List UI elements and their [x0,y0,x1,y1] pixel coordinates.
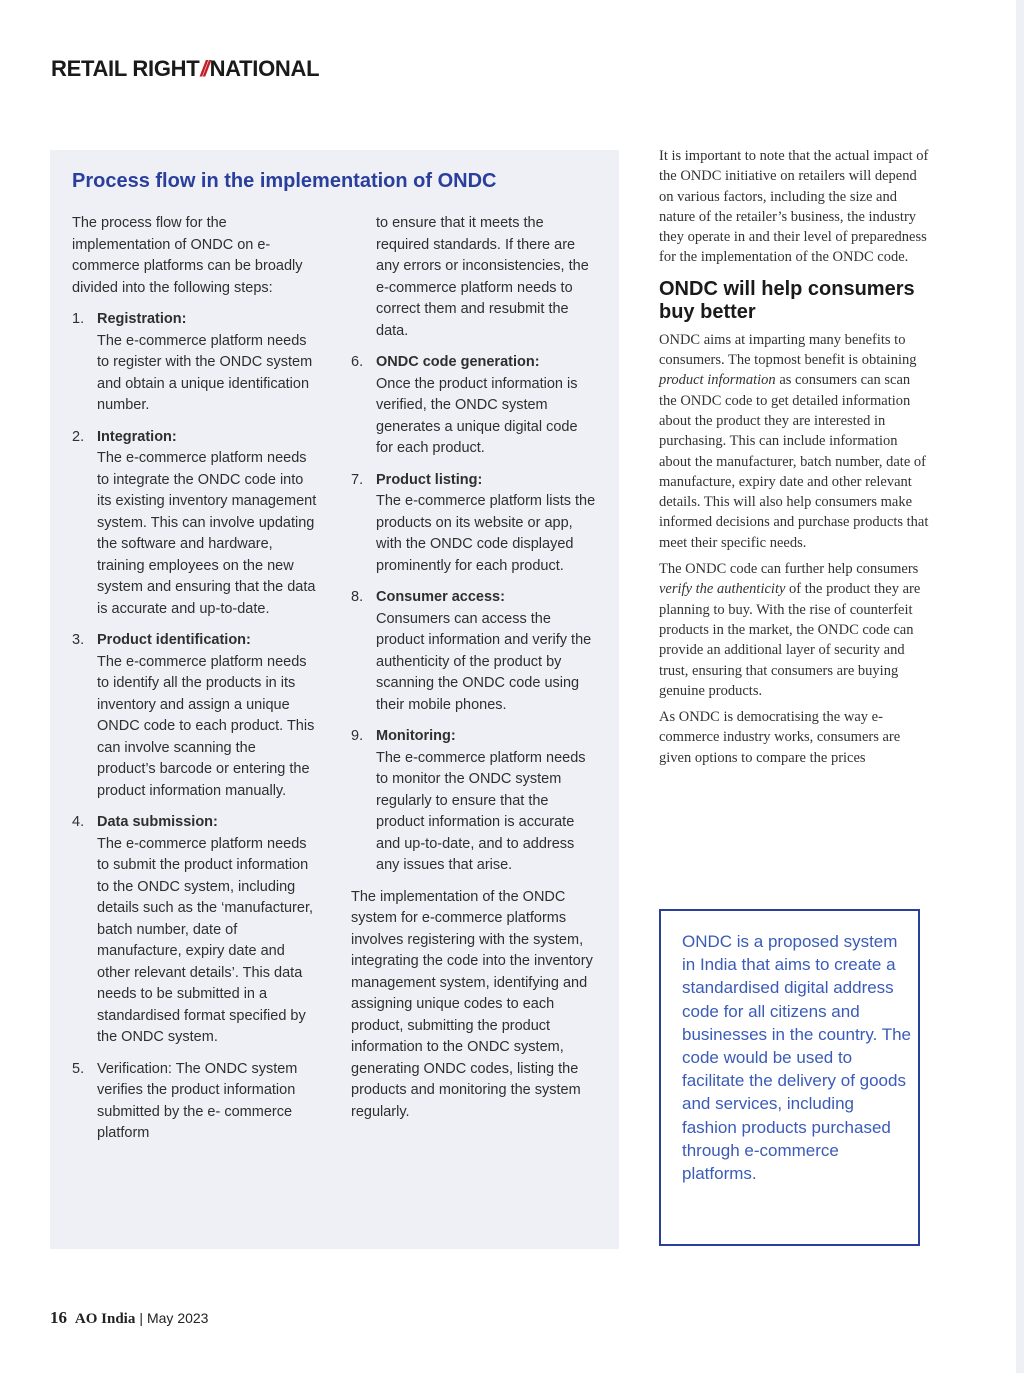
article-column [659,146,931,774]
paragraph-3-emphasis: verify the authenticity [659,581,786,598]
step-title: Product identification: [97,632,251,648]
step-body: The e-commerce platform needs to submit the product information to the ONDC system, including details such as the ‘manufacturer, batch number, date of manufacture, expiry date and other relevant details’. This data needs to be submitted in a standardised format specified by the ONDC system. [97,835,314,1045]
page-footer [50,1308,208,1328]
article-paragraph-2 [659,330,931,553]
step-title: ONDC code generation: [376,354,540,370]
box-title: Process flow in the implementation of ONDC [72,170,497,192]
step-body: The e-commerce platform needs to monitor the ONDC system regularly to ensure that the product information is accurate and up-to-date, and to address any issues that arise. [376,749,586,873]
step-item [351,470,596,578]
process-flow-box [50,150,619,1249]
page-edge-strip [1016,0,1024,1373]
step-title: Monitoring: [376,728,456,744]
steps-list-part-1 [72,309,317,1145]
box-column-left [72,213,317,1155]
footer-separator: | [139,1310,143,1326]
step-title: Registration: [97,311,187,327]
step-item [72,630,317,802]
step-5-continuation: to ensure that it meets the required standards. If there are any errors or inconsistencies, the e-commerce platform needs to correct them and resubmit the data. [376,215,589,339]
step-number: 7. [351,471,364,488]
step-title: Consumer access: [376,589,505,605]
article-subheading: ONDC will help consumers buy better [659,277,915,323]
issue-date: May 2023 [146,1310,209,1326]
step-body: Once the product information is verified, the ONDC system generates a unique digital code for each product. [376,375,578,456]
step-item [72,1059,317,1145]
paragraph-3-end: of the product they are planning to buy. With the rise of counterfeit products in the market, the ONDC code can provide an additional layer of security and trust, ensuring that consumers are buying genuine products. [659,581,921,699]
step-number: 5. [72,1060,85,1077]
step-item [72,812,317,1049]
step-item [351,352,596,460]
step-body: The e-commerce platform needs to integrate the ONDC code into its existing inventory management system. This can involve updating the software and hardware, training employees on the new system and ensuring that the data is accurate and up-to-date. [97,450,317,617]
header-left: RETAIL RIGHT [51,56,200,81]
step-item [72,309,317,417]
step-item [351,587,596,716]
article-paragraph-1: It is important to note that the actual impact of the ONDC initiative on retailers will depend on various factors, including the size and nature of the retailer’s business, the industry they operate in and their level of preparedness for the implementation of the ONDC code. [659,148,929,266]
callout-text: ONDC is a proposed system in India that aims to create a standardised digital address code for all citizens and businesses in the country. The code would be used to facilitate the delivery of goods and services, including fashion products purchased through e-commerce platforms. [682,932,912,1184]
article-paragraph-4: As ONDC is democratising the way e-commerce industry works, consumers are given options to compare the prices [659,709,901,766]
paragraph-2-emphasis: product information [659,372,776,389]
step-body: Verification: The ONDC system verifies the product information submitted by the e- commerce platform [97,1060,298,1141]
step-body: The e-commerce platform lists the products on its website or app, with the ONDC code displayed prominently for each product. [376,493,596,574]
step-number: 4. [72,814,85,830]
step-body: The e-commerce platform needs to register with the ONDC system and obtain a unique identification number. [97,332,313,413]
step-number: 8. [351,589,364,605]
step-number: 3. [72,632,85,648]
step-title: Product listing: [376,471,483,488]
header-right: NATIONAL [209,56,320,81]
box-conclusion: The implementation of the ONDC system for e-commerce platforms involves registering with the system, integrating the code into the inventory management system, identifying and assigning unique codes to each product, submitting the product information to the ONDC system, generating ONDC codes, listing the products and monitoring the system regularly. [351,888,593,1120]
steps-list-part-2 [351,352,596,877]
step-title: Integration: [97,428,177,445]
step-item [351,726,596,877]
box-column-right [351,213,596,1133]
step-number: 6. [351,354,364,370]
callout-box [659,909,920,1246]
step-number: 9. [351,728,364,744]
step-number: 2. [72,428,85,445]
step-item [72,427,317,621]
article-paragraph-3 [659,559,931,701]
header-separator: // [200,56,207,81]
paragraph-2-end: as consumers can scan the ONDC code to get detailed information about the product they are interested in purchasing. This can include information about the manufacturer, batch number, date of manufacture, expiry date and other relevant details. This will also help consumers make informed decisions and purchase products that meet their specific needs. [659,372,929,551]
page-number: 16 [50,1308,67,1327]
step-body: Consumers can access the product information and verify the authenticity of the product by scanning the ONDC code using their mobile phones. [376,610,592,713]
paragraph-2-start: ONDC aims at imparting many benefits to consumers. The topmost benefit is obtaining [659,331,917,369]
publication-name: AO India [74,1311,136,1327]
box-intro: The process flow for the implementation of ONDC on e-commerce platforms can be broadly divided into the following steps: [72,215,303,296]
paragraph-3-start: The ONDC code can further help consumers [659,561,919,578]
section-header [51,56,319,82]
step-number: 1. [72,311,85,327]
step-body: The e-commerce platform needs to identify all the products in its inventory and assign a unique ONDC code to each product. This can involve scanning the product’s barcode or entering the product information manually. [97,653,315,799]
step-title: Data submission: [97,814,218,830]
